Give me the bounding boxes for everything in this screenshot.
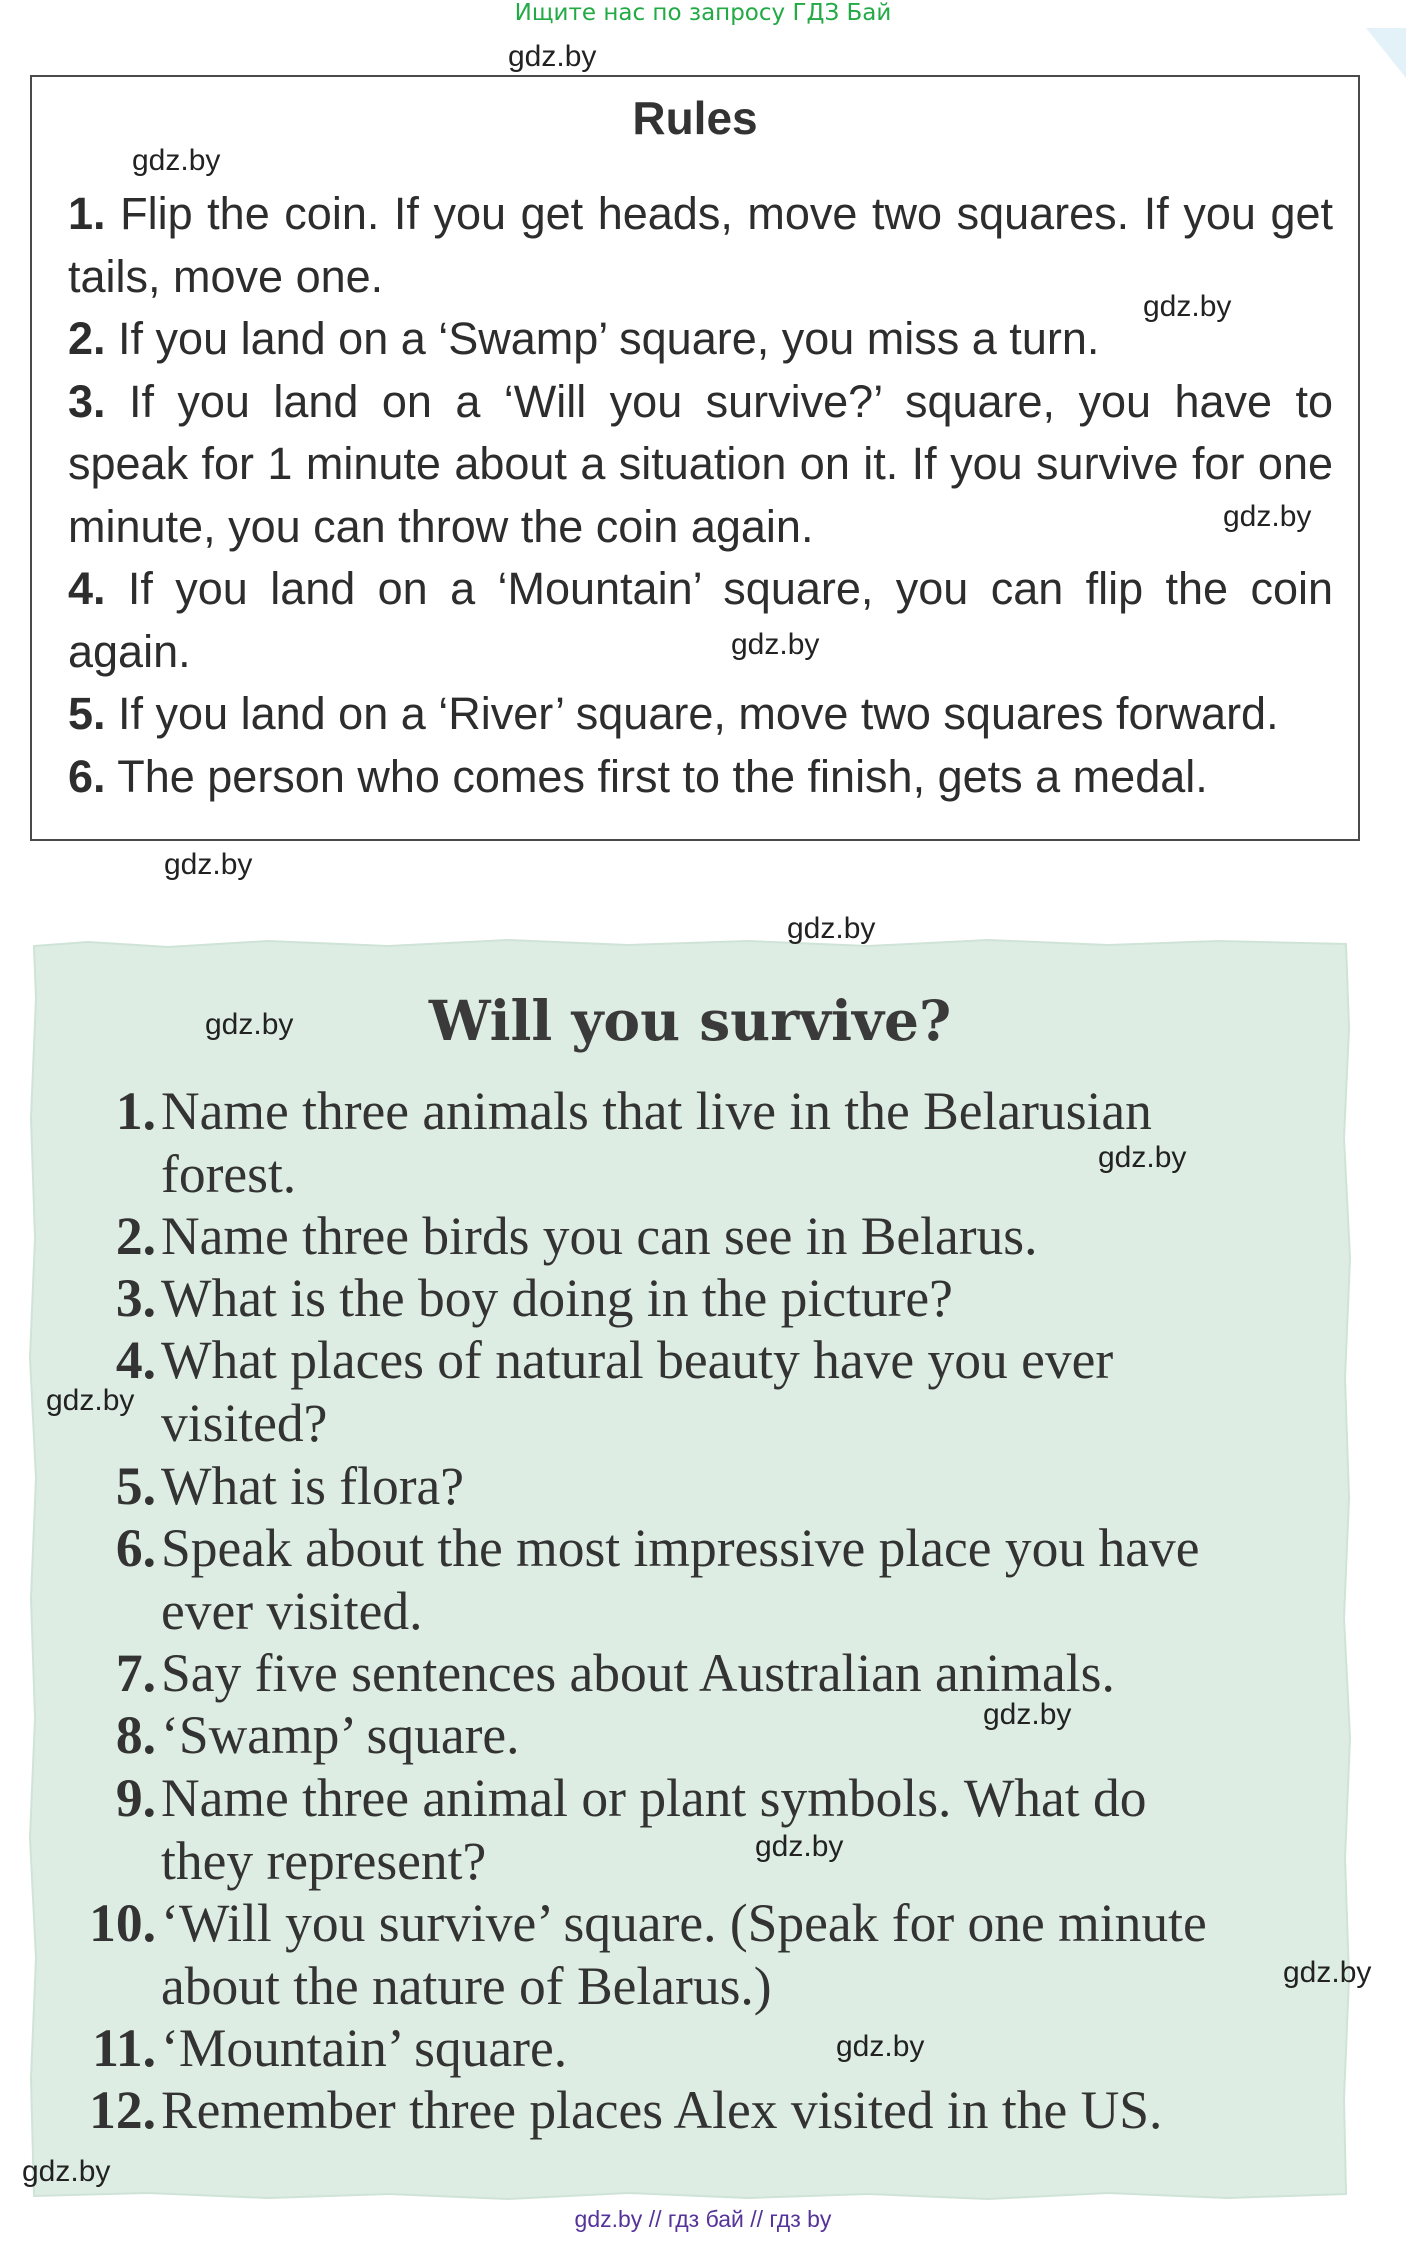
watermark: gdz.by — [836, 2030, 925, 2063]
question-number: 5. — [115, 1456, 156, 1516]
question-number: 1. — [115, 1081, 156, 1141]
watermark: gdz.by — [22, 2155, 111, 2188]
rule-number: 4. — [68, 563, 106, 614]
question-line: about the nature of Belarus.) — [161, 1955, 772, 2016]
rules-box — [30, 75, 1360, 841]
survive-title: Will you survive? — [428, 988, 952, 1053]
watermark: gdz.by — [164, 848, 253, 881]
question-number: 4. — [115, 1330, 156, 1390]
watermark: gdz.by — [983, 1698, 1072, 1731]
question-line: ‘Will you survive’ square. (Speak for one minute — [161, 1893, 1207, 1953]
watermark: gdz.by — [132, 144, 221, 177]
top-banner: Ищите нас по запросу ГДЗ Бай — [514, 0, 892, 26]
corner-fold-decoration — [1366, 28, 1406, 78]
question-number: 2. — [115, 1206, 156, 1266]
rule-number: 5. — [68, 688, 106, 739]
question-line: Say five sentences about Australian animals. — [161, 1643, 1115, 1703]
watermark: gdz.by — [755, 1830, 844, 1863]
rule-number: 6. — [68, 750, 106, 802]
question-line: Speak about the most impressive place you have — [161, 1518, 1200, 1578]
question-line: What places of natural beauty have you ever — [161, 1330, 1114, 1390]
question-line: they represent? — [161, 1830, 487, 1891]
rules-list — [68, 183, 1333, 808]
question-number: 8. — [115, 1705, 156, 1765]
question-line: What is the boy doing in the picture? — [161, 1268, 953, 1328]
question-number: 6. — [115, 1518, 156, 1578]
question-line: Name three animals that live in the Belarusian — [161, 1081, 1152, 1141]
question-number: 11. — [92, 2018, 156, 2078]
watermark: gdz.by — [731, 628, 820, 661]
watermark: gdz.by — [1283, 1956, 1372, 1989]
question-line: ever visited. — [161, 1580, 423, 1641]
question-line: ‘Mountain’ square. — [161, 2018, 568, 2078]
question-number: 9. — [115, 1768, 156, 1828]
rules-title: Rules — [632, 92, 758, 144]
rule-item — [68, 683, 1333, 746]
question-line: Name three animal or plant symbols. What do — [161, 1768, 1147, 1828]
question-line: visited? — [161, 1392, 328, 1453]
watermark: gdz.by — [1098, 1141, 1187, 1174]
rule-number: 1. — [68, 188, 106, 239]
rule-text: The person who comes first to the finish, gets a medal. — [105, 750, 1208, 802]
question-number: 3. — [115, 1268, 156, 1328]
watermark: gdz.by — [1143, 290, 1232, 323]
rule-text: Flip the coin. If you get heads, move two squares. If you get tails, move one. — [68, 188, 1333, 302]
watermark: gdz.by — [508, 40, 597, 73]
rule-text: If you land on a ‘River’ square, move two squares forward. — [105, 688, 1279, 739]
rule-text: If you land on a ‘Swamp’ square, you miss a turn. — [105, 313, 1100, 364]
question-number: 10. — [89, 1893, 156, 1953]
watermark: gdz.by — [46, 1384, 135, 1417]
watermark: gdz.by — [1223, 500, 1312, 533]
rule-item — [68, 746, 1333, 809]
question-number: 7. — [115, 1643, 156, 1703]
rule-number: 3. — [68, 375, 106, 427]
rule-text: If you land on a ‘Mountain’ square, you can flip the coin again. — [68, 563, 1333, 677]
rule-item — [68, 558, 1333, 683]
rule-item — [68, 371, 1333, 559]
watermark: gdz.by — [787, 912, 876, 945]
question-line: Name three birds you can see in Belarus. — [161, 1206, 1038, 1266]
watermark: gdz.by — [205, 1008, 294, 1041]
question-line: What is flora? — [161, 1456, 465, 1516]
rule-text: If you land on a ‘Will you survive?’ square, you have to speak for 1 minute about a situation on it. If you survive for one minute, you can throw the coin again. — [68, 375, 1333, 552]
question-line: Remember three places Alex visited in the US. — [161, 2080, 1163, 2140]
question-number: 12. — [89, 2080, 156, 2140]
question-line: forest. — [161, 1143, 297, 1204]
footer: gdz.by // гдз бай // гдз by — [574, 2206, 832, 2232]
rule-number: 2. — [68, 313, 106, 364]
question-line: ‘Swamp’ square. — [161, 1705, 520, 1765]
